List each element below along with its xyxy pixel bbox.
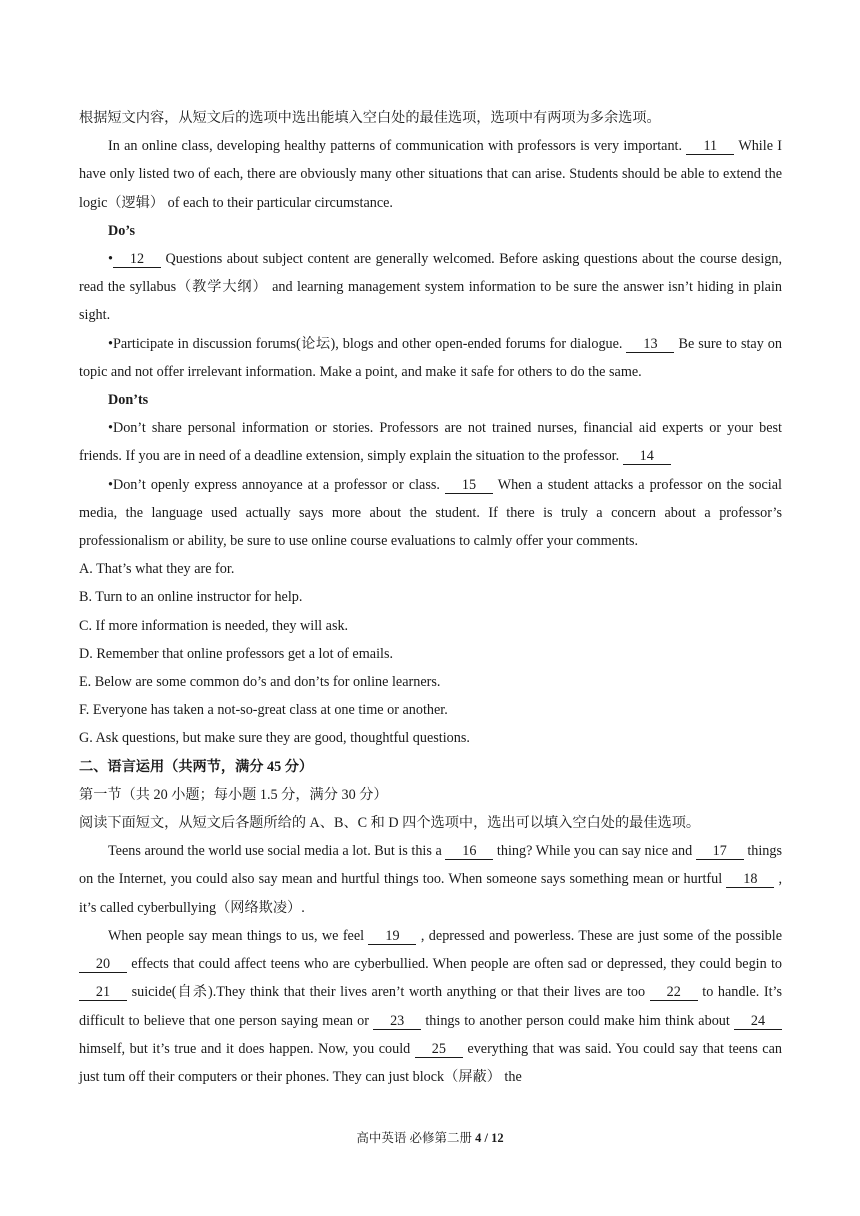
bullet-icon: • (108, 251, 113, 268)
section1-instruction: 根据短文内容，从短文后的选项中选出能填入空白处的最佳选项，选项中有两项为多余选项。 (79, 110, 661, 126)
option-a: A. That’s what they are for. (79, 561, 235, 578)
blank-22: 22 (650, 985, 698, 1001)
section2-instruction: 阅读下面短文，从短文后各题所给的 A、B、C 和 D 四个选项中，选出可以填入空白处的最佳选项。 (79, 815, 701, 832)
option-b: B. Turn to an online instructor for help. (79, 589, 303, 606)
blank-14: 14 (623, 449, 671, 465)
page-number: 4 / 12 (475, 1131, 504, 1145)
intro-paragraph: In an online class, developing healthy patterns of communication with professors is very important. 11 While I have only listed two of each, there are obviously many other situations that can arise. Students should be able to extend the logic（逻辑） of each to their particular circumstance. (79, 138, 782, 211)
dos-item-1: • 12 Questions about subject content are generally welcomed. Before asking questions about the course design, read the syllabus（教学大纲） and learning management system information to be sure the answer isn’t hiding in plain sight. (79, 251, 782, 324)
blank-21: 21 (79, 985, 127, 1001)
option-e: E. Below are some common do’s and don’ts for online learners. (79, 674, 441, 691)
blank-19: 19 (368, 929, 416, 945)
blank-17: 17 (696, 844, 744, 860)
blank-18: 18 (726, 872, 774, 888)
blank-11: 11 (686, 139, 734, 155)
dos-item-2: •Participate in discussion forums(论坛), blogs and other open-ended forums for dialogue. 13 Be sure to stay on topic and not offer irrelevant information. Make a point, and make it safe for others to do the same. (79, 335, 782, 380)
blank-16: 16 (445, 844, 493, 860)
page-footer (0, 1128, 860, 1146)
option-d: D. Remember that online professors get a lot of emails. (79, 645, 394, 662)
donts-heading: Don’ts (108, 392, 149, 409)
option-f: F. Everyone has taken a not-so-great class at one time or another. (79, 702, 448, 719)
option-g: G. Ask questions, but make sure they are good, thoughtful questions. (79, 730, 470, 747)
blank-13: 13 (626, 337, 674, 353)
section2-subheading: 第一节（共 20 小题；每小题 1.5 分，满分 30 分） (79, 786, 388, 803)
blank-15: 15 (445, 478, 493, 494)
blank-20: 20 (79, 957, 127, 973)
footer-label: 高中英语 必修第二册 (356, 1131, 476, 1145)
blank-24: 24 (734, 1014, 782, 1030)
section2-heading: 二、语言运用（共两节，满分 45 分） (79, 758, 314, 775)
cloze-paragraph-2: When people say mean things to us, we feel 19 , depressed and powerless. These are just some of the possible 20 effects that could affect teens who are cyberbullied. When people are often sad or depressed, they could begin to 21 suicide(自杀).They think that their lives aren’t worth anything or that their lives are too 22 to handle. It’s difficult to believe that one person saying mean or 23 things to another person could make him think about 24 himself, but it’s true and it does happen. Now, you could 25 everything that was said. You could say that teens can just tum off their computers or their phones. They can just block（屏蔽） the (79, 927, 783, 1085)
donts-item-1: •Don’t share personal information or stories. Professors are not trained nurses, financial aid experts or your best friends. If you are in need of a deadline extension, simply explain the situation to the professor. 14 (79, 420, 782, 465)
cloze-paragraph-1: Teens around the world use social media a lot. But is this a 16 thing? While you can say nice and 17 things on the Internet, you could also say mean and hurtful things too. When someone says something mean or hurtful 18 , it’s called cyberbullying（网络欺凌）. (79, 843, 783, 916)
blank-23: 23 (373, 1014, 421, 1030)
dos-heading: Do’s (108, 222, 136, 239)
blank-12: 12 (113, 252, 161, 268)
option-c: C. If more information is needed, they will ask. (79, 617, 349, 634)
page-content (79, 104, 782, 1091)
blank-25: 25 (415, 1042, 463, 1058)
donts-item-2: •Don’t openly express annoyance at a professor or class. 15 When a student attacks a professor on the social media, the language used actually says more about the student. If there is truly a concern about a professor’s professionalism or ability, be sure to use online course evaluations to calmly offer your comments. (79, 476, 782, 550)
